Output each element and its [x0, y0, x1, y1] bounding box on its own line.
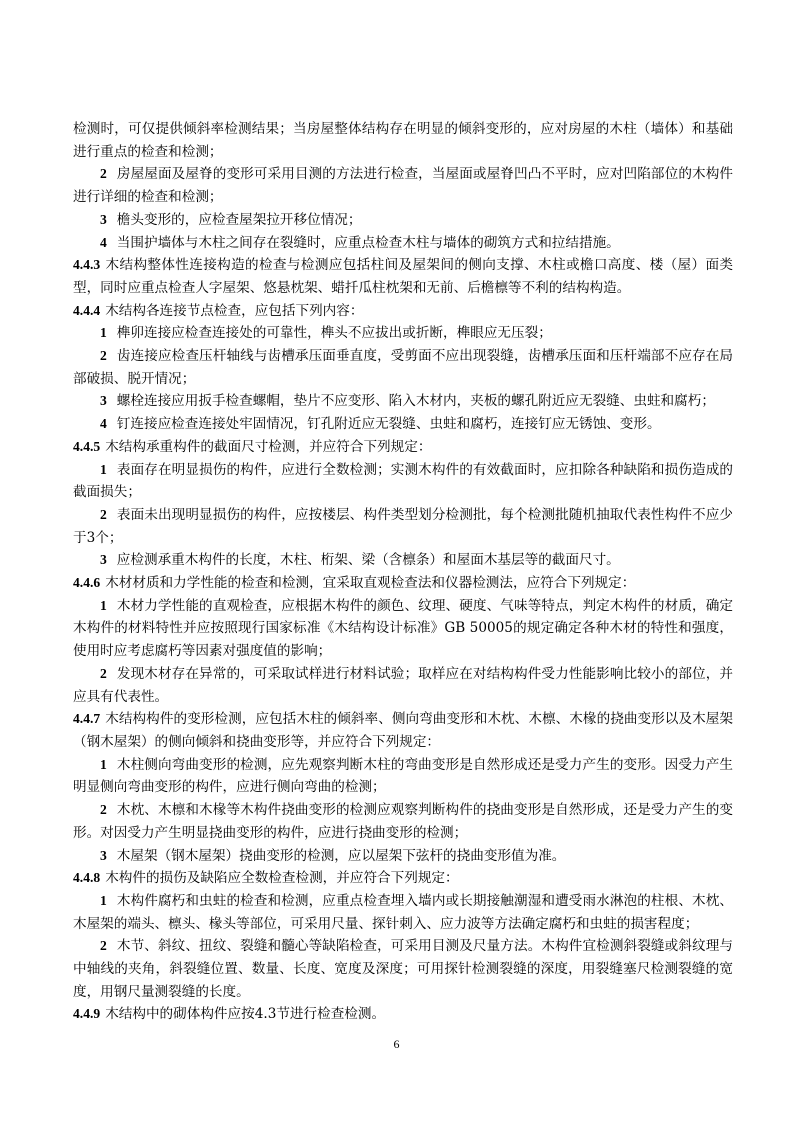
paragraph-text: 螺栓连接应用扳手检查螺帽，垫片不应变形、陷入木材内，夹板的螺孔附近应无裂缝、虫蛀和腐朽；: [116, 393, 715, 410]
paragraph-text: 钉连接应检查连接处牢固情况，钉孔附近应无裂缝、虫蛀和腐朽，连接钉应无锈蚀、变形。: [116, 416, 661, 433]
list-item: [73, 845, 733, 868]
paragraph-text: 木结构构件的变形检测，应包括木柱的倾斜率、侧向弯曲变形和木枕、木檩、木椽的挠曲变形以及木屋架（钢木屋架）的侧向倾斜和挠曲变形等，并应符合下列规定：: [73, 711, 733, 750]
section-clause: [73, 572, 733, 595]
item-number: 1: [100, 325, 107, 341]
section-clause: [73, 436, 733, 459]
section-clause: [73, 708, 733, 753]
clause-number: 4.4.8: [73, 870, 101, 886]
paragraph-text: 木构件腐朽和虫蛀的检查和检测，应重点检查埋入墙内或长期接触潮湿和遭受雨水淋泡的柱根、木枕、木屋架的端头、檩头、椽头等部位，可采用尺量、探针刺入、应力波等方法确定腐朽和虫蛀的损害程度；: [73, 892, 733, 932]
item-number: 2: [100, 348, 107, 364]
clause-number: 4.4.3: [73, 257, 101, 273]
paragraph-text: 应检测承重木构件的长度，木柱、桁架、梁（含檩条）和屋面木基层等的截面尺寸。: [116, 552, 620, 569]
paragraph-text: 齿连接应检查压杆轴线与齿槽承压面垂直度，受剪面不应出现裂缝，齿槽承压面和压杆端部不应存在局部破损、脱开情况；: [73, 348, 733, 387]
paragraph-text: 木材材质和力学性能的检查和检测，宜采取直观检查法和仪器检测法，应符合下列规定：: [105, 575, 636, 592]
section-clause: [73, 254, 733, 299]
list-item: [73, 209, 733, 232]
list-item: [73, 322, 733, 345]
item-number: 2: [100, 938, 107, 954]
section-clause: [73, 1003, 733, 1026]
section-clause: [73, 867, 733, 890]
item-number: 4: [100, 234, 107, 250]
item-number: 2: [100, 665, 107, 681]
paragraph-text: 榫卯连接应检查连接处的可靠性，榫头不应拔出或折断，榫眼应无压裂；: [116, 325, 552, 342]
item-number: 3: [100, 552, 107, 568]
item-number: 1: [100, 892, 107, 908]
clause-number: 4.4.9: [73, 1006, 101, 1022]
paragraph-text: 检测时，可仅提供倾斜率检测结果；当房屋整体结构存在明显的倾斜变形的，应对房屋的木柱（墙体）和基础进行重点的检查和检测；: [73, 121, 733, 160]
page-number: 6: [393, 1037, 400, 1051]
paragraph-text: 木节、斜纹、扭纹、裂缝和髓心等缺陷检查，可采用目测及尺量方法。木构件宜检测斜裂缝或斜纹理与中轴线的夹角，斜裂缝位置、数量、长度、宽度及深度；可用探针检测裂缝的深度，用裂缝塞尺检测裂缝的宽度，用钢尺量测裂缝的长度。: [73, 938, 733, 1000]
item-number: 4: [100, 416, 107, 432]
paragraph-text: 木结构承重构件的截面尺寸检测，并应符合下列规定：: [105, 438, 432, 455]
list-item: [73, 232, 733, 255]
list-item: [73, 413, 733, 436]
list-item: [73, 390, 733, 413]
list-item: [73, 754, 733, 799]
item-number: 1: [100, 597, 107, 613]
list-item: [73, 345, 733, 390]
paragraph-text: 木枕、木檩和木椽等木构件挠曲变形的检测应观察判断构件的挠曲变形是自然形成，还是受力产生的变形。对因受力产生明显挠曲变形的构件，应进行挠曲变形的检测；: [73, 802, 733, 841]
paragraph-text: 表面未出现明显损伤的构件，应按楼层、构件类型划分检测批，每个检测批随机抽取代表性构件不应少于3个；: [73, 506, 733, 546]
paragraph-text: 木结构各连接节点检查，应包括下列内容：: [105, 302, 364, 319]
item-number: 2: [100, 802, 107, 818]
item-number: 2: [100, 506, 107, 522]
item-number: 3: [100, 211, 107, 227]
clause-number: 4.4.4: [73, 302, 101, 318]
list-item: [73, 549, 733, 572]
list-item: [73, 459, 733, 504]
list-item: [73, 935, 733, 1003]
list-item: [73, 663, 733, 708]
list-item: [73, 890, 733, 935]
clause-number: 4.4.6: [73, 575, 101, 591]
paragraph-text: 表面存在明显损伤的构件，应进行全数检测；实测木构件的有效截面时，应扣除各种缺陷和损伤造成的截面损失；: [73, 461, 733, 501]
item-number: 1: [100, 756, 107, 772]
item-number: 3: [100, 847, 107, 863]
paragraph: [73, 118, 733, 163]
paragraph-text: 房屋屋面及屋脊的变形可采用目测的方法进行检查，当屋面或屋脊凹凸不平时，应对凹陷部位的木构件进行详细的检查和检测；: [73, 166, 733, 206]
item-number: 3: [100, 393, 107, 409]
clause-number: 4.4.5: [73, 438, 101, 454]
paragraph-text: 当围护墙体与木柱之间存在裂缝时，应重点检查木柱与墙体的砌筑方式和拉结措施。: [116, 234, 620, 251]
item-number: 1: [100, 461, 107, 477]
paragraph-text: 发现木材存在异常的，可采取试样进行材料试验；取样应在对结构构件受力性能影响比较小的部位，并应具有代表性。: [73, 665, 733, 705]
paragraph-text: 木构件的损伤及缺陷应全数检查检测，并应符合下列规定：: [105, 870, 459, 887]
paragraph-text: 木柱侧向弯曲变形的检测，应先观察判断木柱的弯曲变形是自然形成还是受力产生的变形。因受力产生明显侧向弯曲变形的构件，应进行侧向弯曲的检测；: [73, 756, 733, 796]
list-item: [73, 595, 733, 663]
paragraph-text: 木材力学性能的直观检查，应根据木构件的颜色、纹理、硬度、气味等特点，判定木构件的材质，确定木构件的材料特性并应按照现行国家标准《木结构设计标准》GB 50005的规定确定各种木材的特性和强度，使用时应考虑腐朽等因素对强度值的影响；: [73, 597, 733, 660]
item-number: 2: [100, 166, 107, 182]
document-body: [73, 118, 733, 1026]
list-item: [73, 504, 733, 549]
paragraph-text: 木结构整体性连接构造的检查与检测应包括柱间及屋架间的侧向支撑、木柱或檐口高度、楼（屋）面类型，同时应重点检查人字屋架、悠悬枕架、蜡扦瓜柱枕架和无前、后檐檩等不利的结构构造。: [73, 257, 733, 296]
list-item: [73, 799, 733, 844]
paragraph-text: 檐头变形的，应检查屋架拉开移位情况；: [116, 211, 362, 228]
clause-number: 4.4.7: [73, 711, 101, 727]
paragraph-text: 木屋架（钢木屋架）挠曲变形的检测，应以屋架下弦杆的挠曲变形值为准。: [116, 847, 566, 864]
section-clause: [73, 300, 733, 323]
paragraph-text: 木结构中的砌体构件应按4.3节进行检查检测。: [105, 1006, 386, 1023]
list-item: [73, 163, 733, 208]
